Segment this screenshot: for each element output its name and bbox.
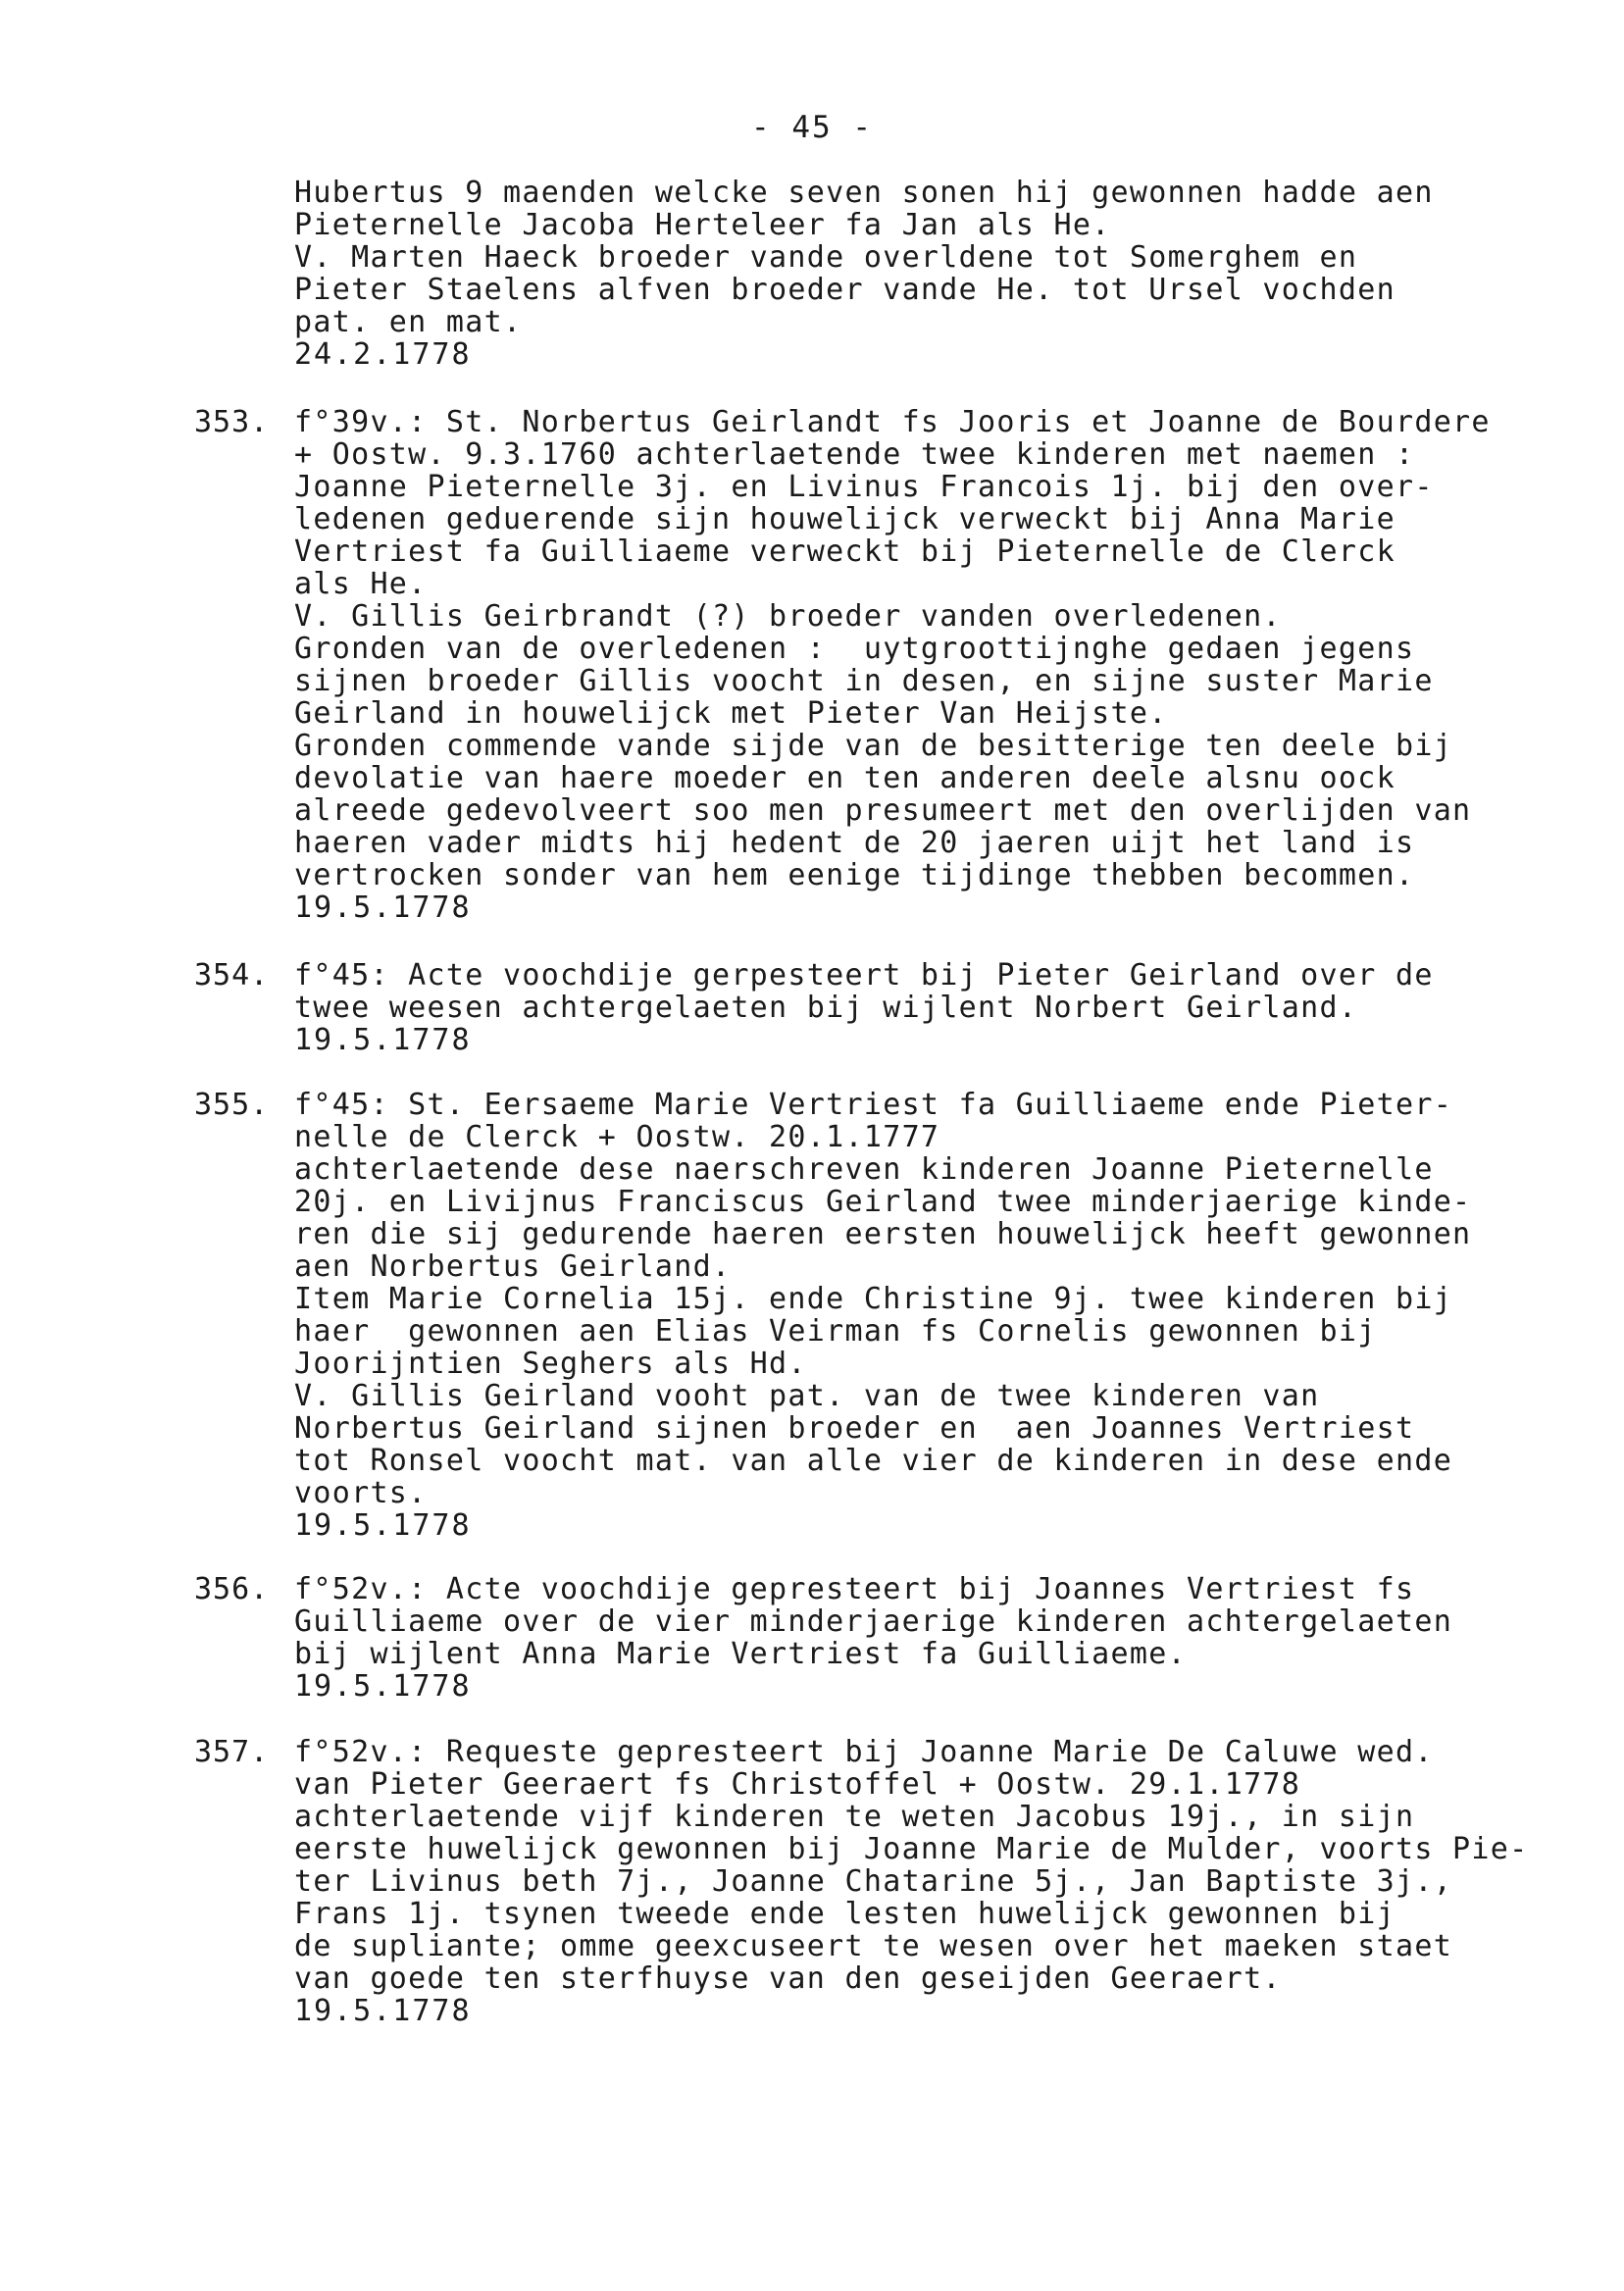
text-line: 20j. en Livijnus Franciscus Geirland twee minderjaerige kinde- — [294, 1185, 1472, 1219]
entry-body — [294, 1573, 1559, 1703]
entry-number: 353. — [194, 405, 270, 439]
page-number: - 45 - — [751, 110, 873, 145]
text-line: van goede ten sterfhuyse van den geseijden Geeraert. — [294, 1961, 1282, 1996]
intro-body — [294, 177, 1559, 371]
text-line: haeren vader midts hij hedent de 20 jaeren uijt het land is — [294, 826, 1415, 860]
text-line: Vertriest fa Guilliaeme verweckt bij Pieternelle de Clerck — [294, 535, 1396, 569]
entry-date: 24.2.1778 — [294, 337, 472, 372]
text-line: Item Marie Cornelia 15j. ende Christine 9j. twee kinderen bij — [294, 1282, 1453, 1316]
entry-body — [294, 1089, 1559, 1542]
text-line: achterlaetende vijf kinderen te weten Jacobus 19j., in sijn — [294, 1800, 1415, 1834]
text-line: Pieternelle Jacoba Herteleer fa Jan als He. — [294, 208, 1111, 242]
entry-date: 19.5.1778 — [294, 1994, 472, 2028]
text-line: nelle de Clerck + Oostw. 20.1.1777 — [294, 1120, 940, 1154]
text-line: + Oostw. 9.3.1760 achterlaetende twee kinderen met naemen : — [294, 437, 1415, 472]
text-line: van Pieter Geeraert fs Christoffel + Oostw. 29.1.1778 — [294, 1767, 1301, 1802]
entry-date: 19.5.1778 — [294, 1669, 472, 1704]
entry-number: 357. — [194, 1735, 270, 1769]
text-line: Geirland in houwelijck met Pieter Van Heijste. — [294, 696, 1168, 731]
text-line: sijnen broeder Gillis voocht in desen, en sijne suster Marie — [294, 664, 1434, 698]
text-line: f°39v.: St. Norbertus Geirlandt fs Jooris et Joanne de Bourdere — [294, 405, 1491, 439]
text-line: vertrocken sonder van hem eenige tijdinge thebben becommen. — [294, 858, 1415, 892]
entry-body — [294, 406, 1559, 924]
entry-number: 354. — [194, 958, 270, 993]
text-line: als He. — [294, 567, 428, 601]
text-line: V. Gillis Geirbrandt (?) broeder vanden overledenen. — [294, 599, 1282, 634]
text-line: f°52v.: Requeste gepresteert bij Joanne Marie De Caluwe wed. — [294, 1735, 1434, 1769]
text-line: ren die sij gedurende haeren eersten houwelijck heeft gewonnen — [294, 1217, 1472, 1251]
entry-number: 355. — [194, 1088, 270, 1122]
entry-date: 19.5.1778 — [294, 1023, 472, 1057]
text-line: Joorijntien Seghers als Hd. — [294, 1347, 807, 1381]
text-line: Pieter Staelens alfven broeder vande He. tot Ursel vochden — [294, 273, 1396, 307]
text-line: eerste huwelijck gewonnen bij Joanne Marie de Mulder, voorts Pie- — [294, 1832, 1529, 1866]
text-line: f°45: St. Eersaeme Marie Vertriest fa Guilliaeme ende Pieter- — [294, 1088, 1453, 1122]
text-line: f°45: Acte voochdije gerpesteert bij Pieter Geirland over de — [294, 958, 1434, 993]
text-line: haer gewonnen aen Elias Veirman fs Cornelis gewonnen bij — [294, 1314, 1377, 1349]
entry-date: 19.5.1778 — [294, 1508, 472, 1543]
text-line: ter Livinus beth 7j., Joanne Chatarine 5j., Jan Baptiste 3j., — [294, 1864, 1453, 1899]
text-line: Guilliaeme over de vier minderjaerige kinderen achtergelaeten — [294, 1604, 1453, 1639]
text-line: Gronden van de overledenen : uytgroottijnghe gedaen jegens — [294, 632, 1415, 666]
text-line: ledenen geduerende sijn houwelijck verweckt bij Anna Marie — [294, 502, 1396, 536]
text-line: devolatie van haere moeder en ten anderen deele alsnu oock — [294, 761, 1396, 795]
text-line: twee weesen achtergelaeten bij wijlent Norbert Geirland. — [294, 991, 1358, 1025]
text-line: tot Ronsel voocht mat. van alle vier de kinderen in dese ende — [294, 1444, 1453, 1478]
text-line: Norbertus Geirland sijnen broeder en aen Joannes Vertriest — [294, 1411, 1415, 1446]
text-line: Hubertus 9 maenden welcke seven sonen hij gewonnen hadde aen — [294, 176, 1434, 210]
text-line: Joanne Pieternelle 3j. en Livinus Francois 1j. bij den over- — [294, 470, 1434, 504]
text-line: Gronden commende vande sijde van de besitterige ten deele bij — [294, 729, 1453, 763]
text-line: V. Gillis Geirland vooht pat. van de twee kinderen van — [294, 1379, 1320, 1413]
text-line: bij wijlent Anna Marie Vertriest fa Guilliaeme. — [294, 1637, 1187, 1671]
text-line: aen Norbertus Geirland. — [294, 1249, 732, 1284]
text-line: f°52v.: Acte voochdije gepresteert bij Joannes Vertriest fs — [294, 1572, 1415, 1606]
entry-date: 19.5.1778 — [294, 891, 472, 925]
text-line: Frans 1j. tsynen tweede ende lesten huwelijck gewonnen bij — [294, 1897, 1396, 1931]
entry-number: 356. — [194, 1572, 270, 1606]
entry-body — [294, 959, 1559, 1056]
text-line: de supliante; omme geexcuseert te wesen over het maeken staet — [294, 1929, 1453, 1963]
text-line: alreede gedevolveert soo men presumeert met den overlijden van — [294, 793, 1472, 828]
text-line: pat. en mat. — [294, 305, 523, 339]
text-line: voorts. — [294, 1476, 428, 1510]
text-line: achterlaetende dese naerschreven kinderen Joanne Pieternelle — [294, 1152, 1434, 1187]
text-line: V. Marten Haeck broeder vande overldene tot Somerghem en — [294, 240, 1358, 275]
entry-body — [294, 1736, 1559, 2027]
